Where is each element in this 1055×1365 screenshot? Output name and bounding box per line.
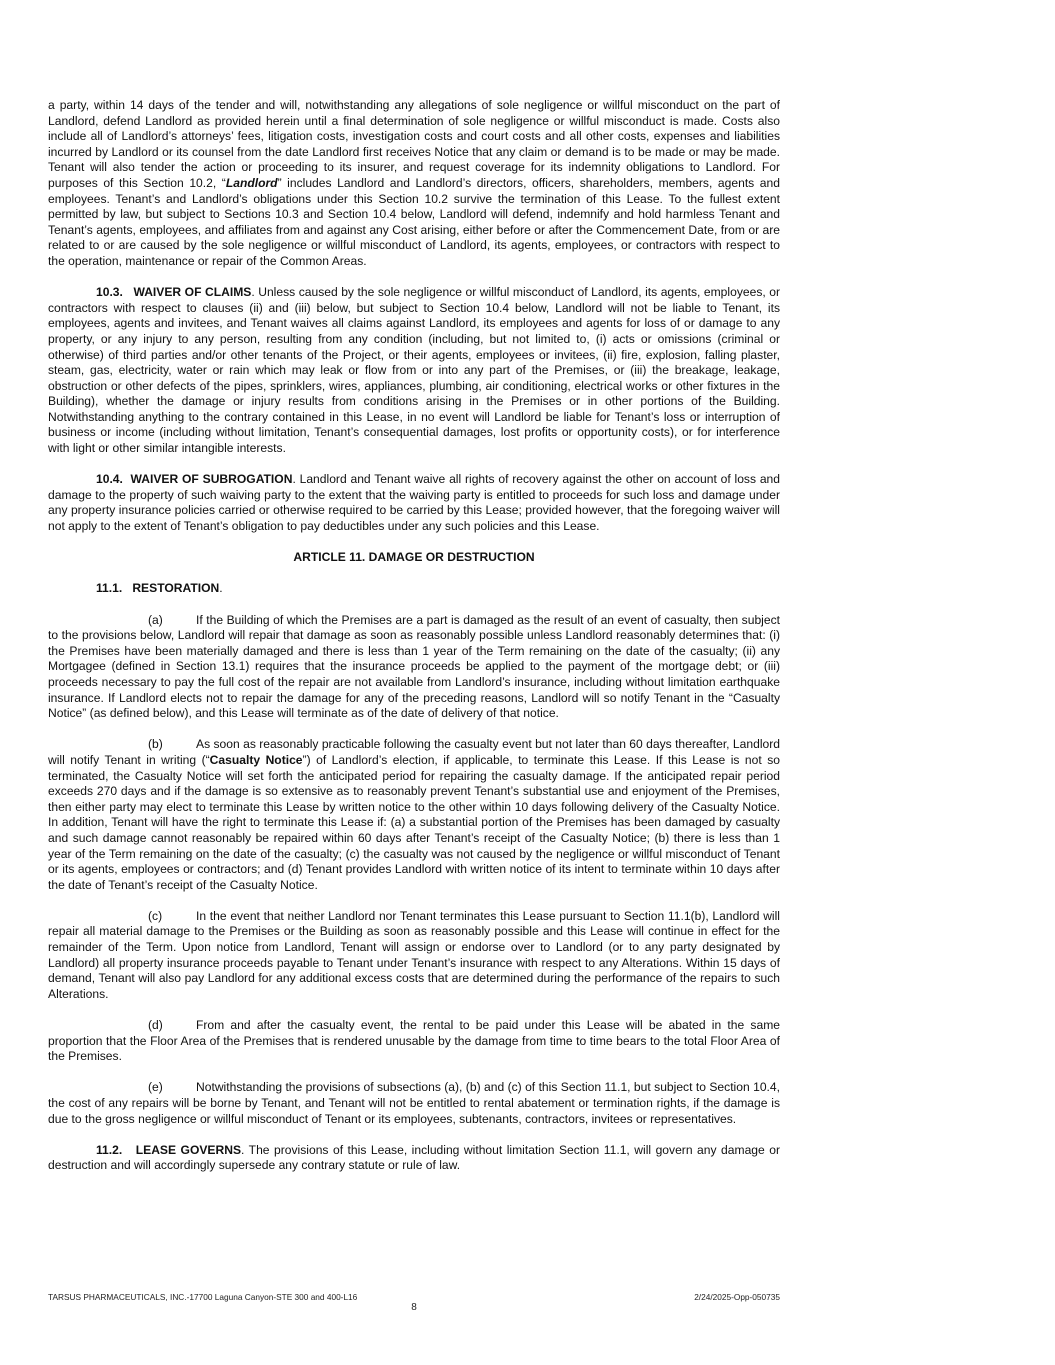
article-11-heading: ARTICLE 11. DAMAGE OR DESTRUCTION xyxy=(293,550,535,565)
defined-term-casualty-notice: Casualty Notice xyxy=(209,752,303,767)
section-suffix: . xyxy=(219,581,223,596)
section-11-2 xyxy=(48,1143,780,1174)
section-title: WAIVER OF CLAIMS xyxy=(133,285,252,300)
section-title: LEASE GOVERNS xyxy=(135,1142,242,1157)
subsection-d xyxy=(48,1018,780,1065)
subsection-body: If the Building of which the Premises are a part is damaged as the result of an event of casualty, then subject to the provisions below, Landlord will repair that damage as soon as reasonably possible unless Landlord reasonably determines that: (i) the Premises have been materially damaged and there is less than 1 year of the Term remaining on the date of the casualty; (ii) any Mortgagee (defined in Section 13.1) requires that the insurance proceeds be applied to the payment of the mortgage debt; or (iii) proceeds necessary to pay the full cost of the repair are not available from Landlord’s insurance, including without limitation earthquake insurance. If Landlord elects not to repair the damage for any of the preceding reasons, Landlord will so notify Tenant in the “Casualty Notice” (as defined below), and this Lease will terminate as of the date of delivery of that notice. xyxy=(48,612,780,721)
section-number: 10.3. xyxy=(96,285,123,300)
subsection-body: From and after the casualty event, the rental to be paid under this Lease will be abated in the same proportion that the Floor Area of the Premises that is rendered unusable by the damage from time to time bears to the total Floor Area of the Premises. xyxy=(48,1018,780,1064)
subsection-label: (e) xyxy=(148,1080,163,1095)
subsection-body: Notwithstanding the provisions of subsections (a), (b) and (c) of this Section 11.1, but subject to Section 10.4, the cost of any repairs will be borne by Tenant, and Tenant will not be entitled to rental abatement or termination rights, if the damage is due to the gross negligence or willful misconduct of Tenant or its employees, subtenants, contractors, invitees or representatives. xyxy=(48,1080,780,1126)
subsection-e xyxy=(48,1080,780,1127)
footer-version-stamp: 2/24/2025-Opp-050735 xyxy=(694,1292,780,1302)
section-title: WAIVER OF SUBROGATION xyxy=(130,472,293,487)
section-number: 11.1. xyxy=(96,581,123,596)
subsection-body-cont: ”) of Landlord’s election, if applicable, to terminate this Lease. If this Lease is not so terminated, the Casualty Notice will set forth the anticipated period for repairing the casualty damage. If the anticipated repair period exceeds 270 days and if the damage is so extensive as to reasonably prevent Tenant’s substantial use and enjoyment of the Premises, then either party may elect to terminate this Lease by written notice to the other within 10 days following delivery of the Casualty Notice. In addition, Tenant will have the right to terminate this Lease if: (a) a substantial portion of the Premises has been damaged by casualty and such damage cannot reasonably be repaired within 60 days after Tenant’s receipt of the Casualty Notice; (b) there is less than 1 year of the Term remaining on the date of the casualty; (c) the casualty was not caused by the negligence or willful misconduct of Tenant or its agents, employees or contractors; and (d) Tenant provides Landlord with written notice of its intent to terminate within 10 days after the date of Tenant’s receipt of the Casualty Notice. xyxy=(48,752,781,892)
subsection-a xyxy=(48,613,780,722)
subsection-label: (d) xyxy=(148,1018,163,1033)
subsection-body: In the event that neither Landlord nor Tenant terminates this Lease pursuant to Section 11.1(b), Landlord will repair all material damage to the Premises or the Building as soon as reasonably possible and this Lease will continue in effect for the remainder of the Term. Upon notice from Landlord, Tenant will assign or endorse over to Landlord (or to any party designated by Landlord) all property insurance proceeds payable to Tenant under Tenant’s insurance with respect to any Alterations. Within 15 days of demand, Tenant will also pay Landlord for any additional excess costs that are determined during the performance of the repairs to such Alterations. xyxy=(48,908,780,1001)
section-10-3 xyxy=(48,285,780,457)
subsection-c xyxy=(48,909,780,1003)
text: ” includes Landlord and Landlord’s directors, officers, shareholders, members, agents and employees. Tenant’s and Landlord’s obligations under this Section 10.2 survive the termination of this Lease. To the fullest extent permitted by law, but subject to Sections 10.3 and Section 10.4 below, Landlord will defend, indemnify and hold harmless Tenant and Tenant’s agents, employees, and affiliates from and against any Cost arising, either before or after the Commencement Date, from or are related to or are caused by the sole negligence or willful misconduct of Landlord, its agents, employees, or contractors with respect to the operation, maintenance or repair of the Common Areas. xyxy=(48,175,780,268)
subsection-b xyxy=(48,737,780,893)
subsection-body: As soon as reasonably practicable following the casualty event but not later than 60 days thereafter, Landlord will notify Tenant in writing (“ xyxy=(48,737,780,767)
section-number: 10.4. xyxy=(96,472,123,487)
defined-term-landlord: Landlord xyxy=(225,175,278,190)
section-11-1-heading xyxy=(48,581,780,597)
document-page xyxy=(48,98,780,1190)
section-body: . The provisions of this Lease, including without limitation Section 11.1, will govern any damage or destruction and will accordingly supersede any contrary statute or rule of law. xyxy=(48,1142,780,1173)
section-body: . Unless caused by the sole negligence or willful misconduct of Landlord, its agents, employees, or contractors with respect to clauses (ii) and (iii) below, but subject to Section 10.4 below, Landlord will not be liable to Tenant, its employees, agents and invitees, and Tenant waives all claims against Landlord, its employees and agents for loss of or damage to any property, or any injury to any person, resulting from any condition (including, but not limited to, (i) acts or omissions (criminal or otherwise) of third parties and/or other tenants of the Project, or their agents, employees or invitees, (ii) fire, explosion, falling plaster, steam, gas, electricity, water or rain which may leak or flow from or into any part of the Premises, or (iii) the breakage, leakage, obstruction or other defects of the pipes, sprinklers, wires, appliances, plumbing, air conditioning, electrical works or other fixtures in the Building), whether the damage or injury results from conditions arising in the Premises or in other portions of the Building. Notwithstanding anything to the contrary contained in this Lease, in no event will Landlord be liable for Tenant’s loss or interruption of business or income (including without limitation, Tenant’s consequential damages, lost profits or opportunity costs), or for interference with light or other similar intangible interests. xyxy=(48,285,780,456)
subsection-label: (b) xyxy=(148,737,163,752)
section-number: 11.2. xyxy=(96,1142,123,1157)
paragraph-10-2-continuation xyxy=(48,98,780,270)
page-number: 8 xyxy=(411,1302,417,1313)
section-10-4 xyxy=(48,472,780,534)
subsection-label: (c) xyxy=(148,908,163,923)
subsection-label: (a) xyxy=(148,612,163,627)
text: a party, within 14 days of the tender and will, notwithstanding any allegations of sole negligence or willful misconduct on the part of Landlord, defend Landlord as provided herein until a final determination of sole negligence or willful misconduct is made. Costs also include all of Landlord’s attorneys’ fees, litigation costs, investigation costs and court costs and all other costs, expenses and liabilities incurred by Landlord or its counsel from the date Landlord first receives Notice that any claim or demand is to be made or may be made. Tenant will also tender the action or proceeding to its insurer, and request coverage for its indemnity obligations to Landlord. For purposes of this Section 10.2, “ xyxy=(48,98,780,190)
footer-document-id: TARSUS PHARMACEUTICALS, INC.-17700 Laguna Canyon-STE 300 and 400-L16 xyxy=(48,1292,358,1302)
section-body: . Landlord and Tenant waive all rights of recovery against the other on account of loss and damage to the property of such waiving party to the extent that the waiving party is entitled to proceeds for such loss and damage under any property insurance policies carried or otherwise required to be carried by this Lease; provided however, that the foregoing waiver will not apply to the extent of Tenant’s obligation to pay deductibles under any such policies and this Lease. xyxy=(48,472,780,534)
section-title: RESTORATION xyxy=(132,581,220,596)
